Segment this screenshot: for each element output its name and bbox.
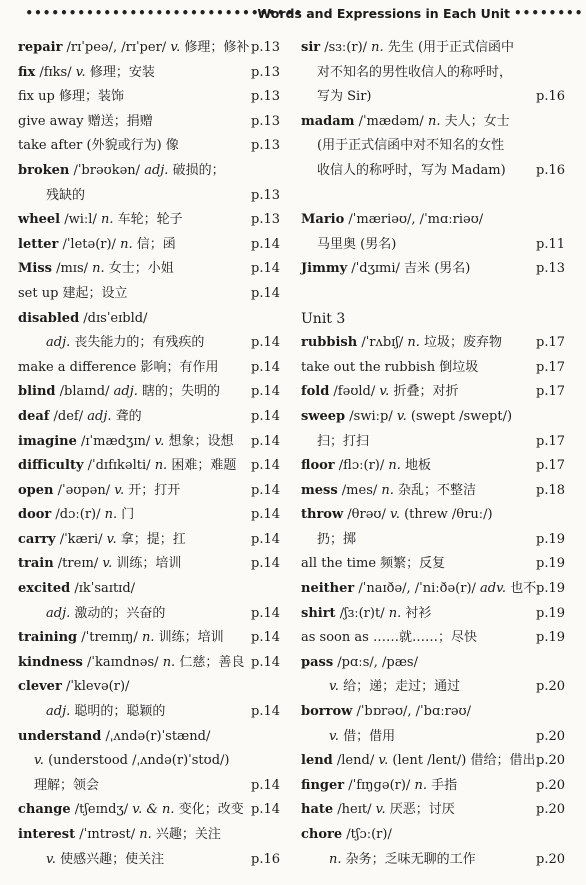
entry-text: imagine /ɪˈmædʒɪn/ v. 想象；设想	[18, 433, 234, 449]
page-reference: p.14	[251, 654, 280, 670]
section-header	[0, 4, 586, 22]
vocab-entry-line	[18, 356, 280, 381]
page-reference: p.20	[536, 728, 565, 744]
entry-text: make a difference 影响；有作用	[18, 359, 219, 375]
entry-text: 理解；领会	[34, 777, 100, 793]
entry-text: as soon as ……就……；尽快	[301, 630, 477, 646]
entry-text: kindness /ˈkaɪndnəs/ n. 仁慈；善良	[18, 654, 245, 670]
vocab-entry-line	[18, 36, 280, 61]
vocab-entry-line	[301, 675, 565, 700]
entry-text: set up 建起；设立	[18, 285, 128, 301]
entry-text: hate /heɪt/ v. 厌恶；讨厌	[301, 802, 455, 818]
entry-text: open /ˈəʊpən/ v. 开；打开	[18, 482, 181, 498]
page-reference: p.20	[536, 802, 565, 818]
page-reference: p.14	[251, 384, 280, 400]
vocab-entry-line	[301, 823, 565, 848]
entry-text: interest /ˈɪntrəst/ n. 兴趣；关注	[18, 827, 221, 842]
entry-text: all the time 频繁；反复	[301, 556, 446, 572]
vocab-entry-line	[301, 626, 565, 651]
page-reference: p.16	[536, 89, 565, 105]
page-reference: p.14	[251, 236, 280, 252]
page-reference: p.16	[251, 851, 280, 867]
page-reference: p.14	[251, 359, 280, 375]
vocab-entry-line	[301, 134, 565, 159]
entry-text: training /ˈtreɪnɪŋ/ n. 训练；培训	[18, 630, 224, 646]
vocab-entry-line	[301, 36, 565, 61]
entry-text: wheel /wiːl/ n. 车轮；轮子	[18, 212, 183, 228]
entry-text: repair /rɪˈpeə/, /rɪˈper/ v. 修理；修补	[18, 40, 250, 55]
entry-text: deaf /def/ adj. 聋的	[18, 408, 142, 424]
header-dots-right: ••••••••	[514, 6, 584, 20]
entry-text: madam /ˈmædəm/ n. 夫人；女士	[301, 113, 510, 129]
page-reference: p.14	[251, 531, 280, 547]
vocab-entry-line	[301, 110, 565, 135]
page-reference: p.14	[251, 285, 280, 301]
entry-text: take after (外貌或行为) 像	[18, 138, 179, 154]
vocab-entry-line	[301, 479, 565, 504]
vocab-entry-line	[18, 380, 280, 405]
page-reference: p.13	[251, 187, 280, 203]
page-reference: p.17	[536, 458, 565, 474]
page-reference: p.20	[536, 753, 565, 769]
page-reference: p.14	[251, 802, 280, 818]
entry-text: chore /tʃɔː(r)/	[301, 827, 392, 842]
page-reference: p.14	[251, 482, 280, 498]
vocab-entry-line	[18, 208, 280, 233]
entry-text: fold /fəʊld/ v. 折叠；对折	[301, 384, 459, 400]
entry-text: n. 杂务；乏味无聊的工作	[329, 851, 476, 867]
page-reference: p.13	[251, 64, 280, 80]
page-reference: p.20	[536, 851, 565, 867]
page-reference: p.13	[251, 113, 280, 129]
vocab-entry-line	[301, 602, 565, 627]
vocab-entry-line	[301, 356, 565, 381]
entry-text: 残缺的	[46, 187, 86, 203]
vocab-entry-line	[301, 774, 565, 799]
page-reference: p.19	[536, 630, 565, 646]
page-reference: p.13	[536, 261, 565, 277]
entry-text: 写为 Sir)	[317, 89, 372, 105]
entry-text: take out the rubbish 倒垃圾	[301, 359, 479, 375]
entry-text: letter /ˈletə(r)/ n. 信；函	[18, 236, 176, 252]
vocab-entry-line	[18, 725, 280, 750]
header-dots-left: ••••••••••••••••••••••••••••••••	[25, 6, 303, 20]
page-reference: p.17	[536, 335, 565, 351]
page-reference: p.11	[536, 236, 565, 252]
vocab-entry-line	[301, 454, 565, 479]
entry-text: adj. 激动的；兴奋的	[46, 605, 166, 621]
page-reference: p.16	[536, 162, 565, 178]
page-reference: p.14	[251, 408, 280, 424]
page-reference: p.20	[536, 777, 565, 793]
entry-text: v. 借；借用	[329, 728, 396, 744]
vocab-entry-line	[18, 602, 280, 627]
page-reference: p.14	[251, 630, 280, 646]
page-reference: p.13	[251, 40, 280, 55]
page-reference: p.17	[536, 359, 565, 375]
vocab-entry-line	[18, 257, 280, 282]
page-reference: p.14	[251, 458, 280, 474]
header-title: Words and Expressions in Each Unit	[257, 5, 510, 21]
vocab-entry-line	[301, 798, 565, 823]
vocab-entry-line	[18, 307, 280, 332]
vocab-entry-line	[18, 454, 280, 479]
vocab-entry-line	[18, 503, 280, 528]
vocab-entry-line	[18, 823, 280, 848]
entry-text: excited /ɪkˈsaɪtɪd/	[18, 581, 136, 597]
entry-text: pass /pɑːs/, /pæs/	[301, 654, 418, 670]
page-reference: p.14	[251, 335, 280, 351]
page-reference: p.17	[536, 433, 565, 449]
page-reference: p.13	[251, 89, 280, 105]
page-reference: p.19	[536, 581, 565, 597]
vocab-entry-line	[301, 233, 565, 258]
entry-text: lend /lend/ v. (lent /lent/) 借给；借出	[301, 753, 536, 769]
page-reference: p.14	[251, 777, 280, 793]
vocab-entry-line	[18, 159, 280, 184]
vocab-entry-line	[18, 282, 280, 307]
vocab-entry-line	[18, 430, 280, 455]
entry-text: v. (understood /ˌʌndə(r)ˈstʊd/)	[34, 753, 230, 769]
entry-text: v. 给；递；走过；通过	[329, 679, 461, 695]
page-reference: p.14	[251, 605, 280, 621]
page-reference: p.20	[536, 679, 565, 695]
page-reference: p.19	[536, 531, 565, 547]
page-reference: p.17	[536, 384, 565, 400]
entry-text: Jimmy /ˈdʒɪmi/ 吉米 (男名)	[301, 261, 471, 277]
vocab-entry-line	[301, 85, 565, 110]
right-vocabulary-column	[301, 36, 565, 872]
entry-text: give away 赠送；捐赠	[18, 113, 153, 129]
entry-text: change /tʃeɪndʒ/ v. & n. 变化；改变	[18, 802, 244, 818]
entry-text: (用于正式信函中对不知名的女性	[317, 138, 505, 154]
entry-text: difficulty /ˈdɪfɪkəlti/ n. 困难；难题	[18, 458, 237, 474]
spacer	[301, 184, 565, 209]
page-reference: p.13	[251, 212, 280, 228]
unit-heading	[301, 307, 565, 332]
spacer	[301, 282, 565, 307]
vocab-entry-line	[301, 380, 565, 405]
entry-text: train /treɪn/ v. 训练；培训	[18, 556, 182, 572]
page-reference: p.18	[536, 482, 565, 498]
entry-text: 扫；打扫	[317, 433, 370, 449]
vocab-entry-line	[18, 749, 280, 774]
entry-text: Mario /ˈmæriəʊ/, /ˈmɑːriəʊ/	[301, 212, 484, 228]
vocab-entry-line	[301, 159, 565, 184]
vocab-entry-line	[301, 331, 565, 356]
vocab-entry-line	[301, 552, 565, 577]
page-reference: p.14	[251, 261, 280, 277]
vocab-entry-line	[18, 700, 280, 725]
vocab-entry-line	[18, 134, 280, 159]
entry-text: throw /θrəʊ/ v. (threw /θruː/)	[301, 507, 493, 523]
vocab-entry-line	[18, 85, 280, 110]
entry-text: clever /ˈklevə(r)/	[18, 679, 130, 695]
entry-text: fix /fɪks/ v. 修理；安装	[18, 64, 155, 80]
left-vocabulary-column	[18, 36, 280, 872]
vocab-entry-line	[18, 184, 280, 209]
entry-text: floor /flɔː(r)/ n. 地板	[301, 458, 432, 474]
vocab-entry-line	[18, 233, 280, 258]
vocab-entry-line	[301, 651, 565, 676]
vocab-entry-line	[18, 61, 280, 86]
entry-text: carry /ˈkæri/ v. 拿；提；扛	[18, 531, 186, 547]
vocab-entry-line	[301, 528, 565, 553]
entry-text: rubbish /ˈrʌbɪʃ/ n. 垃圾；废弃物	[301, 335, 503, 351]
entry-text: shirt /ʃɜː(r)t/ n. 衬衫	[301, 605, 432, 621]
vocab-entry-line	[301, 749, 565, 774]
entry-text: blind /blaɪnd/ adj. 瞎的；失明的	[18, 384, 221, 400]
page-reference: p.19	[536, 556, 565, 572]
vocab-entry-line	[301, 503, 565, 528]
vocab-entry-line	[301, 257, 565, 282]
page-reference: p.19	[536, 605, 565, 621]
entry-text: 马里奥 (男名)	[317, 236, 397, 252]
entry-text: disabled /dɪsˈeɪbld/	[18, 310, 148, 326]
page-reference: p.14	[251, 507, 280, 523]
entry-text: neither /ˈnaɪðə/, /ˈniːðə(r)/ adv. 也不	[301, 581, 537, 597]
vocab-entry-line	[18, 479, 280, 504]
vocab-entry-line	[18, 528, 280, 553]
entry-text: adj. 丧失能力的；有残疾的	[46, 335, 205, 351]
entry-text: 扔；掷	[317, 531, 357, 547]
entry-text: 对不知名的男性收信人的称呼时，	[317, 64, 513, 80]
entry-text: sweep /swiːp/ v. (swept /swept/)	[301, 408, 513, 424]
vocab-entry-line	[18, 110, 280, 135]
entry-text: Miss /mɪs/ n. 女士；小姐	[18, 261, 174, 277]
vocab-entry-line	[301, 430, 565, 455]
page-reference: p.14	[251, 704, 280, 720]
vocab-entry-line	[301, 577, 565, 602]
vocab-entry-line	[18, 405, 280, 430]
page-reference: p.13	[251, 138, 280, 154]
entry-text: finger /ˈfɪŋɡə(r)/ n. 手指	[301, 777, 458, 793]
vocab-entry-line	[301, 725, 565, 750]
vocab-entry-line	[18, 675, 280, 700]
entry-text: fix up 修理；装饰	[18, 89, 124, 105]
vocab-entry-line	[18, 774, 280, 799]
entry-text: understand /ˌʌndə(r)ˈstænd/	[18, 728, 211, 744]
vocab-entry-line	[301, 61, 565, 86]
page-reference: p.14	[251, 556, 280, 572]
vocab-entry-line	[18, 848, 280, 873]
vocab-entry-line	[18, 552, 280, 577]
vocab-entry-line	[18, 331, 280, 356]
entry-text: 收信人的称呼时，写为 Madam)	[317, 162, 506, 178]
vocab-entry-line	[18, 651, 280, 676]
entry-text: door /dɔː(r)/ n. 门	[18, 507, 135, 523]
page-reference: p.14	[251, 433, 280, 449]
entry-text: borrow /ˈbɒrəʊ/, /ˈbɑːrəʊ/	[301, 704, 471, 720]
vocab-entry-line	[18, 626, 280, 651]
unit-title: Unit 3	[301, 310, 346, 327]
entry-text: sir /sɜː(r)/ n. 先生 (用于正式信函中	[301, 40, 515, 55]
vocab-entry-line	[301, 700, 565, 725]
entry-text: v. 使感兴趣；使关注	[46, 851, 165, 867]
vocab-entry-line	[18, 798, 280, 823]
vocab-entry-line	[301, 848, 565, 873]
vocab-entry-line	[301, 208, 565, 233]
vocab-entry-line	[301, 405, 565, 430]
entry-text: broken /ˈbrəʊkən/ adj. 破损的；	[18, 162, 225, 178]
entry-text: adj. 聪明的；聪颖的	[46, 704, 166, 720]
entry-text: mess /mes/ n. 杂乱；不整洁	[301, 482, 477, 498]
vocab-entry-line	[18, 577, 280, 602]
